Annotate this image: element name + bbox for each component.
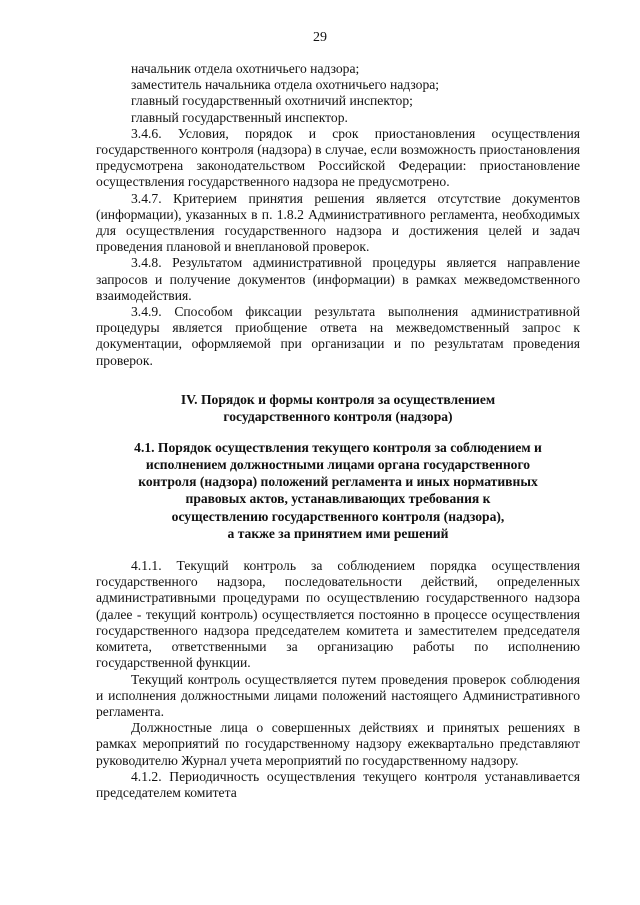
document-body bbox=[96, 61, 580, 801]
subsection-heading-line: а также за принятием ими решений bbox=[227, 525, 449, 541]
role-item: заместитель начальника отдела охотничьего надзора; bbox=[131, 77, 440, 93]
paragraph-current-control: Текущий контроль осуществляется путем проведения проверок соблюдения и исполнения должностными лицами положений настоящего Административного регламента. bbox=[96, 671, 580, 719]
role-item: главный государственный охотничий инспектор; bbox=[131, 93, 413, 109]
section-heading bbox=[96, 391, 580, 425]
paragraph-3-4-6: 3.4.6. Условия, порядок и срок приостановления осуществления государственного контроля (надзора) в случае, если возможность приостановления предусмотрена законодательством Российской Федерации: приостановление осуществления государственного надзора не предусмотрено. bbox=[96, 125, 580, 190]
paragraph-4-1-1: 4.1.1. Текущий контроль за соблюдением порядка осуществления государственного надзора, последовательности действий, определенных административными процедурами по осуществлению государственного надзора (далее - текущий контроль) осуществляется постоянно в процессе осуществления государственного надзора председателем комитета и заместителем председателя комитета, ответственными за организацию работы по исполнению государственной функции. bbox=[96, 558, 580, 671]
subsection-heading-line: контроля (надзора) положений регламента и иных нормативных bbox=[138, 474, 538, 490]
subsection-heading-line: 4.1. Порядок осуществления текущего контроля за соблюдением и bbox=[134, 439, 542, 455]
role-item: главный государственный инспектор. bbox=[131, 109, 348, 125]
subsection-heading-line: осуществлению государственного контроля (надзора), bbox=[171, 508, 505, 524]
subsection-heading bbox=[96, 439, 580, 542]
paragraph-officials-report: Должностные лица о совершенных действиях и принятых решениях в рамках мероприятий по государственному надзору ежеквартально представляют руководителю Журнал учета мероприятий по государственному надзору. bbox=[96, 720, 580, 768]
paragraph-3-4-7: 3.4.7. Критерием принятия решения является отсутствие документов (информации), указанных в п. 1.8.2 Административного регламента, необходимых для осуществления государственного надзора и достижения целей и задач проведения плановой и внеплановой проверок. bbox=[96, 190, 580, 255]
role-item: начальник отдела охотничьего надзора; bbox=[131, 61, 360, 76]
page-number: 29 bbox=[313, 30, 327, 45]
section-heading-line: IV. Порядок и формы контроля за осуществлением bbox=[180, 391, 496, 407]
paragraph-3-4-9: 3.4.9. Способом фиксации результата выполнения административной процедуры является приобщение ответа на межведомственный запрос к документации, оформляемой при организации и по результатам проведения проверок. bbox=[96, 304, 580, 368]
subsection-heading-line: исполнением должностными лицами органа государственного bbox=[145, 457, 531, 473]
section-heading-line: государственного контроля (надзора) bbox=[223, 408, 453, 424]
subsection-heading-line: правовых актов, устанавливающих требования к bbox=[185, 491, 491, 507]
paragraph-4-1-2: 4.1.2. Периодичность осуществления текущего контроля устанавливается председателем комитета bbox=[96, 768, 580, 800]
roles-list bbox=[96, 61, 580, 126]
paragraph-3-4-8: 3.4.8. Результатом административной процедуры является направление запросов и получение документов (информации) в рамках межведомственного взаимодействия. bbox=[96, 255, 580, 303]
